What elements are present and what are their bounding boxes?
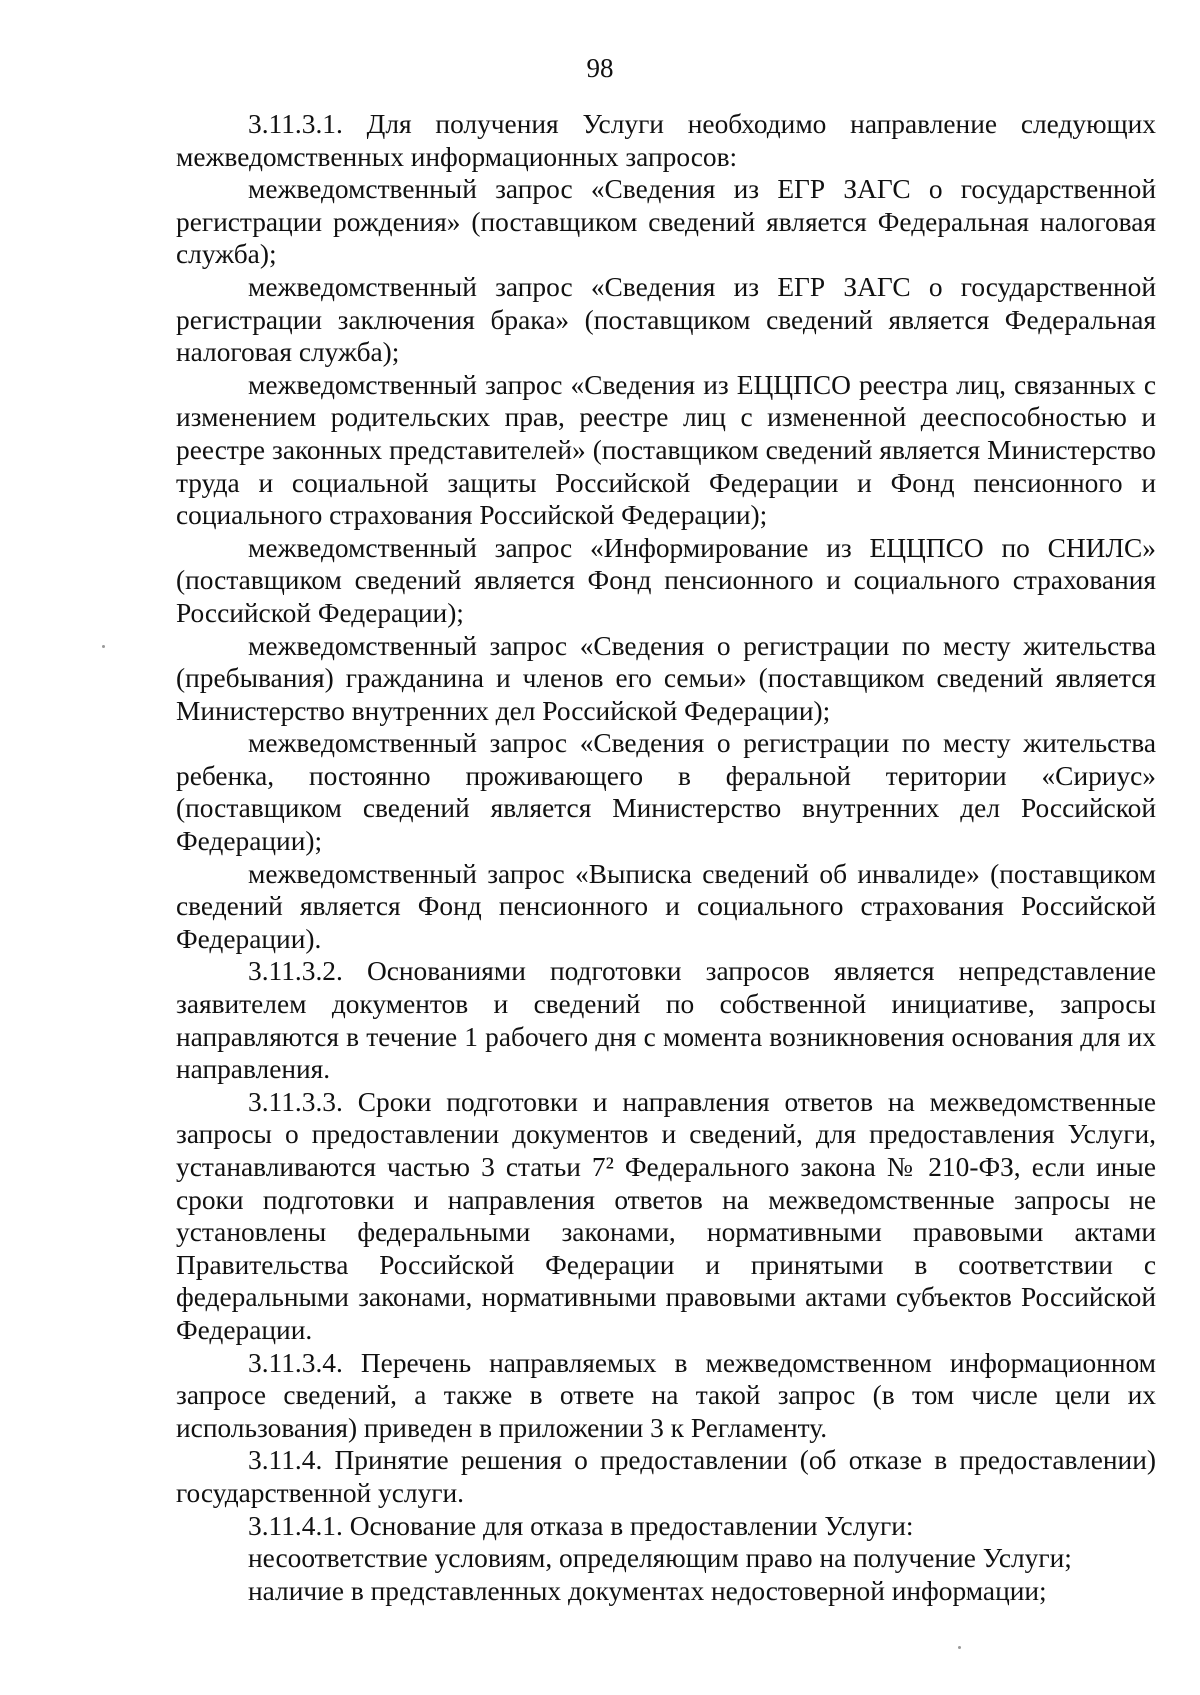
paragraph-3-11-3-1: 3.11.3.1. Для получения Услуги необходимо направление следующих межведомственных информационных запросов: (176, 109, 1156, 172)
paragraph-request-eccpso-snils: межведомственный запрос «Информирование из ЕЦЦПСО по СНИЛС» (поставщиком сведений является Фонд пенсионного и социального страхования Российской Федерации); (176, 532, 1156, 628)
paragraph-3-11-3-3: 3.11.3.3. Сроки подготовки и направления ответов на межведомственные запросы о предоставлении документов и сведений, для предоставления Услуги, устанавливаются частью 3 статьи 7² Федерального закона № 210-ФЗ, если иные сроки подготовки и направления ответов на межведомственные запросы не установлены федеральными законами, нормативными правовыми актами Правительства Российской Федерации и принятыми в соответствии с федеральными законами, нормативными правовыми актами субъектов Российской Федерации. (176, 1086, 1156, 1345)
paragraph-refusal-reason-false-info: наличие в представленных документах недостоверной информации; (248, 1575, 1047, 1606)
paragraph-request-eccpso-registry: межведомственный запрос «Сведения из ЕЦЦПСО реестра лиц, связанных с изменением родительских прав, реестре лиц с измененной дееспособностью и реестре законных представителей» (поставщиком сведений является Министерство труда и социальной защиты Российской Федерации и Фонд пенсионного и социального страхования Российской Федерации); (176, 369, 1156, 531)
scan-speck (102, 645, 105, 648)
paragraph-request-residence-sirius: межведомственный запрос «Сведения о регистрации по месту жительства ребенка, постоянно проживающего в феральной територии «Сириус» (поставщиком сведений является Министерство внутренних дел Российской Федерации); (176, 728, 1156, 857)
paragraph-3-11-4-1: 3.11.4.1. Основание для отказа в предоставлении Услуги: (248, 1510, 914, 1541)
paragraph-3-11-3-4: 3.11.3.4. Перечень направляемых в межведомственном информационном запросе сведений, а также в ответе на такой запрос (в том числе цели их использования) приведен в приложении 3 к Регламенту. (176, 1347, 1156, 1443)
paragraph-3-11-3-2: 3.11.3.2. Основаниями подготовки запросов является непредставление заявителем документов и сведений по собственной инициативе, запросы направляются в течение 1 рабочего дня с момента возникновения основания для их направления. (176, 956, 1156, 1085)
document-body (176, 108, 1156, 1607)
paragraph-request-birth-registration: межведомственный запрос «Сведения из ЕГР ЗАГС о государственной регистрации рождения» (поставщиком сведений является Федеральная налоговая служба); (176, 174, 1156, 270)
page-number: 98 (586, 53, 614, 83)
paragraph-request-marriage-registration: межведомственный запрос «Сведения из ЕГР ЗАГС о государственной регистрации заключения брака» (поставщиком сведений является Федеральная налоговая служба); (176, 271, 1156, 368)
paragraph-3-11-4: 3.11.4. Принятие решения о предоставлении (об отказе в предоставлении) государственной услуги. (176, 1445, 1156, 1508)
scan-speck (958, 1646, 961, 1649)
paragraph-request-residence-family: межведомственный запрос «Сведения о регистрации по месту жительства (пребывания) гражданина и членов его семьи» (поставщиком сведений является Министерство внутренних дел Российской Федерации); (176, 630, 1156, 726)
paragraph-refusal-reason-conditions: несоответствие условиям, определяющим право на получение Услуги; (248, 1543, 1072, 1574)
paragraph-request-disability: межведомственный запрос «Выписка сведений об инвалиде» (поставщиком сведений является Фонд пенсионного и социального страхования Российской Федерации). (176, 858, 1156, 954)
